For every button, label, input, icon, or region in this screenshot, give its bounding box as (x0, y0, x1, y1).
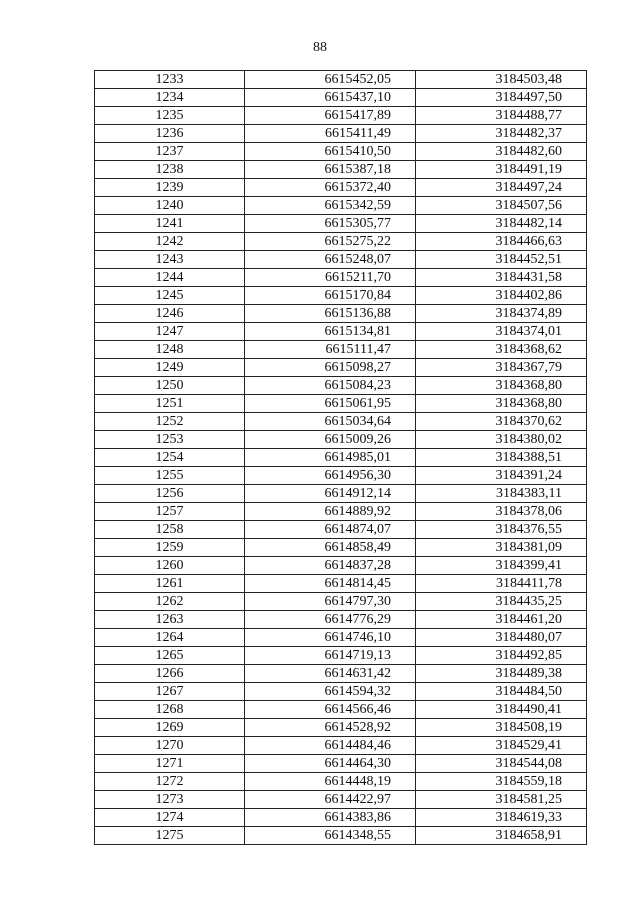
table-row (95, 431, 587, 449)
point-number-cell: 1245 (95, 287, 245, 305)
table-row (95, 539, 587, 557)
y-coordinate-cell: 3184381,09 (416, 539, 587, 557)
y-coordinate-cell: 3184482,14 (416, 215, 587, 233)
x-coordinate-cell: 6615211,70 (245, 269, 416, 287)
x-coordinate-cell: 6615134,81 (245, 323, 416, 341)
point-number-cell: 1248 (95, 341, 245, 359)
point-number-cell: 1246 (95, 305, 245, 323)
x-coordinate-cell: 6614874,07 (245, 521, 416, 539)
table-row (95, 665, 587, 683)
x-coordinate-cell: 6615248,07 (245, 251, 416, 269)
y-coordinate-cell: 3184489,38 (416, 665, 587, 683)
point-number-cell: 1252 (95, 413, 245, 431)
point-number-cell: 1242 (95, 233, 245, 251)
y-coordinate-cell: 3184490,41 (416, 701, 587, 719)
x-coordinate-cell: 6615342,59 (245, 197, 416, 215)
y-coordinate-cell: 3184435,25 (416, 593, 587, 611)
point-number-cell: 1235 (95, 107, 245, 125)
table-row (95, 413, 587, 431)
table-row (95, 755, 587, 773)
table-row (95, 827, 587, 845)
y-coordinate-cell: 3184492,85 (416, 647, 587, 665)
table-row (95, 521, 587, 539)
point-number-cell: 1243 (95, 251, 245, 269)
x-coordinate-cell: 6614594,32 (245, 683, 416, 701)
x-coordinate-cell: 6614889,92 (245, 503, 416, 521)
point-number-cell: 1275 (95, 827, 245, 845)
x-coordinate-cell: 6614797,30 (245, 593, 416, 611)
y-coordinate-cell: 3184497,24 (416, 179, 587, 197)
y-coordinate-cell: 3184488,77 (416, 107, 587, 125)
point-number-cell: 1240 (95, 197, 245, 215)
point-number-cell: 1239 (95, 179, 245, 197)
table-row (95, 791, 587, 809)
y-coordinate-cell: 3184503,48 (416, 71, 587, 89)
point-number-cell: 1234 (95, 89, 245, 107)
y-coordinate-cell: 3184581,25 (416, 791, 587, 809)
table-row (95, 809, 587, 827)
x-coordinate-cell: 6615452,05 (245, 71, 416, 89)
x-coordinate-cell: 6615275,22 (245, 233, 416, 251)
table-row (95, 647, 587, 665)
x-coordinate-cell: 6614776,29 (245, 611, 416, 629)
table-row (95, 143, 587, 161)
table-row (95, 485, 587, 503)
x-coordinate-cell: 6615009,26 (245, 431, 416, 449)
x-coordinate-cell: 6614985,01 (245, 449, 416, 467)
y-coordinate-cell: 3184367,79 (416, 359, 587, 377)
table-row (95, 557, 587, 575)
y-coordinate-cell: 3184388,51 (416, 449, 587, 467)
x-coordinate-cell: 6615372,40 (245, 179, 416, 197)
x-coordinate-cell: 6614448,19 (245, 773, 416, 791)
x-coordinate-cell: 6614912,14 (245, 485, 416, 503)
table-row (95, 467, 587, 485)
point-number-cell: 1269 (95, 719, 245, 737)
x-coordinate-cell: 6614464,30 (245, 755, 416, 773)
y-coordinate-cell: 3184559,18 (416, 773, 587, 791)
table-row (95, 593, 587, 611)
table-row (95, 287, 587, 305)
table-row (95, 575, 587, 593)
table-row (95, 215, 587, 233)
x-coordinate-cell: 6614566,46 (245, 701, 416, 719)
y-coordinate-cell: 3184491,19 (416, 161, 587, 179)
point-number-cell: 1249 (95, 359, 245, 377)
y-coordinate-cell: 3184484,50 (416, 683, 587, 701)
y-coordinate-cell: 3184374,89 (416, 305, 587, 323)
y-coordinate-cell: 3184508,19 (416, 719, 587, 737)
point-number-cell: 1271 (95, 755, 245, 773)
table-row (95, 305, 587, 323)
point-number-cell: 1238 (95, 161, 245, 179)
point-number-cell: 1267 (95, 683, 245, 701)
point-number-cell: 1262 (95, 593, 245, 611)
point-number-cell: 1254 (95, 449, 245, 467)
point-number-cell: 1270 (95, 737, 245, 755)
y-coordinate-cell: 3184376,55 (416, 521, 587, 539)
point-number-cell: 1257 (95, 503, 245, 521)
coordinates-table (94, 70, 587, 845)
point-number-cell: 1253 (95, 431, 245, 449)
point-number-cell: 1274 (95, 809, 245, 827)
y-coordinate-cell: 3184529,41 (416, 737, 587, 755)
table-row (95, 611, 587, 629)
y-coordinate-cell: 3184619,33 (416, 809, 587, 827)
y-coordinate-cell: 3184399,41 (416, 557, 587, 575)
point-number-cell: 1241 (95, 215, 245, 233)
y-coordinate-cell: 3184497,50 (416, 89, 587, 107)
y-coordinate-cell: 3184380,02 (416, 431, 587, 449)
table-row (95, 359, 587, 377)
y-coordinate-cell: 3184431,58 (416, 269, 587, 287)
table-row (95, 449, 587, 467)
table-row (95, 719, 587, 737)
y-coordinate-cell: 3184482,37 (416, 125, 587, 143)
point-number-cell: 1251 (95, 395, 245, 413)
point-number-cell: 1236 (95, 125, 245, 143)
x-coordinate-cell: 6614956,30 (245, 467, 416, 485)
point-number-cell: 1268 (95, 701, 245, 719)
y-coordinate-cell: 3184482,60 (416, 143, 587, 161)
table-row (95, 395, 587, 413)
table-row (95, 629, 587, 647)
point-number-cell: 1233 (95, 71, 245, 89)
y-coordinate-cell: 3184544,08 (416, 755, 587, 773)
y-coordinate-cell: 3184480,07 (416, 629, 587, 647)
table-row (95, 107, 587, 125)
x-coordinate-cell: 6615084,23 (245, 377, 416, 395)
table-row (95, 341, 587, 359)
x-coordinate-cell: 6614837,28 (245, 557, 416, 575)
x-coordinate-cell: 6615111,47 (245, 341, 416, 359)
x-coordinate-cell: 6615411,49 (245, 125, 416, 143)
point-number-cell: 1256 (95, 485, 245, 503)
table-row (95, 125, 587, 143)
x-coordinate-cell: 6614484,46 (245, 737, 416, 755)
y-coordinate-cell: 3184391,24 (416, 467, 587, 485)
x-coordinate-cell: 6615410,50 (245, 143, 416, 161)
point-number-cell: 1255 (95, 467, 245, 485)
y-coordinate-cell: 3184383,11 (416, 485, 587, 503)
x-coordinate-cell: 6614528,92 (245, 719, 416, 737)
coordinates-table-body (95, 71, 587, 845)
point-number-cell: 1258 (95, 521, 245, 539)
x-coordinate-cell: 6614746,10 (245, 629, 416, 647)
y-coordinate-cell: 3184658,91 (416, 827, 587, 845)
x-coordinate-cell: 6615061,95 (245, 395, 416, 413)
table-row (95, 251, 587, 269)
table-row (95, 377, 587, 395)
table-row (95, 503, 587, 521)
point-number-cell: 1263 (95, 611, 245, 629)
x-coordinate-cell: 6614858,49 (245, 539, 416, 557)
point-number-cell: 1247 (95, 323, 245, 341)
point-number-cell: 1260 (95, 557, 245, 575)
x-coordinate-cell: 6614348,55 (245, 827, 416, 845)
point-number-cell: 1273 (95, 791, 245, 809)
point-number-cell: 1244 (95, 269, 245, 287)
y-coordinate-cell: 3184368,62 (416, 341, 587, 359)
table-row (95, 683, 587, 701)
x-coordinate-cell: 6615034,64 (245, 413, 416, 431)
point-number-cell: 1259 (95, 539, 245, 557)
y-coordinate-cell: 3184370,62 (416, 413, 587, 431)
x-coordinate-cell: 6614719,13 (245, 647, 416, 665)
y-coordinate-cell: 3184466,63 (416, 233, 587, 251)
table-row (95, 179, 587, 197)
y-coordinate-cell: 3184411,78 (416, 575, 587, 593)
table-row (95, 89, 587, 107)
x-coordinate-cell: 6614383,86 (245, 809, 416, 827)
table-row (95, 71, 587, 89)
point-number-cell: 1272 (95, 773, 245, 791)
point-number-cell: 1264 (95, 629, 245, 647)
table-row (95, 323, 587, 341)
table-row (95, 161, 587, 179)
table-row (95, 737, 587, 755)
table-row (95, 773, 587, 791)
point-number-cell: 1250 (95, 377, 245, 395)
y-coordinate-cell: 3184461,20 (416, 611, 587, 629)
point-number-cell: 1237 (95, 143, 245, 161)
x-coordinate-cell: 6615417,89 (245, 107, 416, 125)
table-row (95, 197, 587, 215)
point-number-cell: 1265 (95, 647, 245, 665)
y-coordinate-cell: 3184378,06 (416, 503, 587, 521)
x-coordinate-cell: 6615387,18 (245, 161, 416, 179)
y-coordinate-cell: 3184368,80 (416, 395, 587, 413)
y-coordinate-cell: 3184507,56 (416, 197, 587, 215)
x-coordinate-cell: 6615136,88 (245, 305, 416, 323)
x-coordinate-cell: 6615437,10 (245, 89, 416, 107)
x-coordinate-cell: 6614814,45 (245, 575, 416, 593)
page-number: 88 (313, 40, 327, 55)
table-row (95, 269, 587, 287)
y-coordinate-cell: 3184368,80 (416, 377, 587, 395)
point-number-cell: 1266 (95, 665, 245, 683)
x-coordinate-cell: 6615098,27 (245, 359, 416, 377)
x-coordinate-cell: 6614631,42 (245, 665, 416, 683)
table-row (95, 701, 587, 719)
y-coordinate-cell: 3184402,86 (416, 287, 587, 305)
x-coordinate-cell: 6615305,77 (245, 215, 416, 233)
point-number-cell: 1261 (95, 575, 245, 593)
table-row (95, 233, 587, 251)
y-coordinate-cell: 3184374,01 (416, 323, 587, 341)
x-coordinate-cell: 6615170,84 (245, 287, 416, 305)
y-coordinate-cell: 3184452,51 (416, 251, 587, 269)
x-coordinate-cell: 6614422,97 (245, 791, 416, 809)
